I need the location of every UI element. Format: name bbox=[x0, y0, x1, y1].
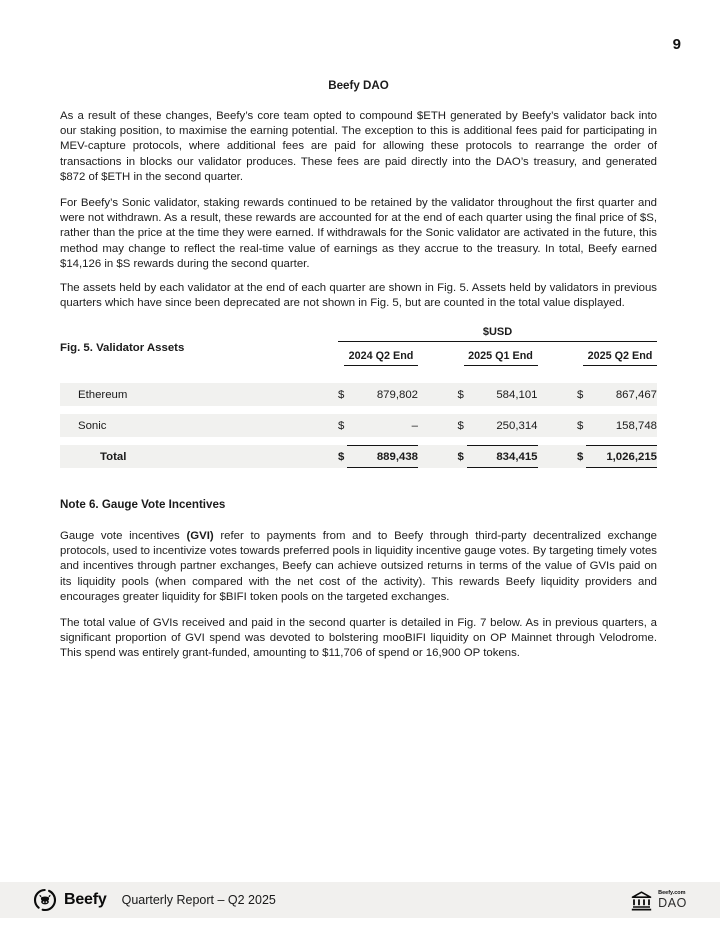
validator-assets-table bbox=[60, 324, 657, 476]
currency-symbol: $ bbox=[577, 419, 584, 432]
cell-value: 867,467 bbox=[615, 388, 657, 401]
column-header-label: 2025 Q2 End bbox=[583, 350, 657, 366]
table-cell bbox=[458, 445, 538, 468]
cell-value: 1,026,215 bbox=[586, 445, 657, 468]
gvi-abbreviation: (GVI) bbox=[186, 530, 214, 542]
table-cell bbox=[338, 445, 418, 468]
cell-value: 250,314 bbox=[496, 419, 538, 432]
beefy-cow-logo-icon bbox=[33, 888, 57, 912]
cell-value: 879,802 bbox=[376, 388, 418, 401]
cell-value: – bbox=[411, 419, 418, 432]
table-header-area bbox=[338, 326, 657, 366]
paragraph-gvi-q2-summary: The total value of GVIs received and paid in the second quarter is detailed in Fig. 7 below. As in previous quarters, a significant proportion of GVI spend was devoted to bolstering mooBIFI liquidity on OP Mainnet through Velodrome. This spend was entirely grant-funded, amounting to $11,706 of spend or 16,900 OP tokens. bbox=[60, 617, 657, 660]
cell-value: 889,438 bbox=[347, 445, 418, 468]
table-cell bbox=[458, 414, 538, 437]
table-cell bbox=[577, 383, 657, 406]
footer-report-title: Quarterly Report – Q2 2025 bbox=[121, 893, 276, 907]
note6-heading: Note 6. Gauge Vote Incentives bbox=[60, 498, 226, 511]
currency-symbol: $ bbox=[457, 450, 464, 463]
currency-symbol: $ bbox=[577, 388, 584, 401]
paragraph-sonic-validator: For Beefy’s Sonic validator, staking rewards continued to be retained by the validator throughout the first quarter and were not withdrawn. As a result, these rewards are accounted for at the end of each quarter using the final price of $S, rather than the price at the time they were earned. If withdrawals for the Sonic validator are activated in the future, this method may change to reflect the real-time value of earnings as they accrue to the treasury. In total, Beefy earned $14,126 in $S rewards during the second quarter. bbox=[60, 197, 657, 270]
paragraph-eth-compounding: As a result of these changes, Beefy’s core team opted to compound $ETH generated by Beefy’s validator back into our staking position, to maximise the earning potential. The exception to this is additional fees paid for participating in MEV-capture protocols, where additional fees are paid for allowing these protocols to rearrange the order of transactions in blocks our validator produces. These fees are paid directly into the DAO’s treasury, and generated $872 of $ETH in the second quarter. bbox=[60, 110, 657, 183]
table-cell bbox=[577, 414, 657, 437]
currency-symbol: $ bbox=[457, 419, 464, 432]
dao-badge-label: DAO bbox=[658, 896, 687, 910]
cell-value: 584,101 bbox=[496, 388, 538, 401]
row-label: Sonic bbox=[78, 419, 107, 432]
table-rows bbox=[60, 383, 657, 476]
column-headers bbox=[338, 350, 657, 366]
currency-header: $USD bbox=[338, 326, 657, 342]
row-label: Ethereum bbox=[78, 388, 128, 401]
paragraph-gvi-definition bbox=[60, 529, 657, 605]
table-cell bbox=[577, 445, 657, 468]
dao-bank-icon bbox=[630, 890, 653, 911]
cell-value: 158,748 bbox=[615, 419, 657, 432]
currency-symbol: $ bbox=[338, 450, 345, 463]
gvi-text-post: refer to payments from and to Beefy through third-party decentralized exchange protocols, used to incentivize votes towards preferred pools in liquidity incentive gauge votes. By targeting timely votes and incentives through partner exchanges, Beefy can achieve outsized returns in terms of the value of GVIs paid on its liquidity pools (when compared with the net cost of the activity). This rewards Beefy liquidity providers and encourages greater liquidity for $BIFI token pools on the targeted exchanges. bbox=[60, 530, 657, 603]
currency-symbol: $ bbox=[577, 450, 584, 463]
currency-symbol: $ bbox=[457, 388, 464, 401]
column-header-label: 2025 Q1 End bbox=[464, 350, 538, 366]
table-cell bbox=[458, 383, 538, 406]
cell-value: 834,415 bbox=[467, 445, 538, 468]
dao-badge-url: Beefy.com bbox=[658, 889, 686, 896]
column-header bbox=[458, 350, 538, 366]
table-row-total bbox=[60, 445, 657, 468]
gvi-text-pre: Gauge vote incentives bbox=[60, 530, 187, 542]
page-footer bbox=[0, 882, 720, 918]
column-header bbox=[577, 350, 657, 366]
table-cell bbox=[338, 383, 418, 406]
row-label: Total bbox=[100, 450, 127, 463]
figure-label: Fig. 5. Validator Assets bbox=[60, 342, 185, 354]
dao-badge bbox=[658, 891, 687, 910]
page-title: Beefy DAO bbox=[328, 79, 389, 92]
currency-symbol: $ bbox=[338, 388, 345, 401]
paragraph-fig5-intro: The assets held by each validator at the end of each quarter are shown in Fig. 5. Assets held by validators in previous quarters which have since been deprecated are not shown in Fig. 5, but are counted in the total value displayed. bbox=[60, 282, 657, 310]
table-row-ethereum bbox=[60, 383, 657, 406]
table-row-sonic bbox=[60, 414, 657, 437]
currency-symbol: $ bbox=[338, 419, 345, 432]
column-header-label: 2024 Q2 End bbox=[344, 350, 418, 366]
column-header bbox=[338, 350, 418, 366]
page-number: 9 bbox=[672, 36, 681, 53]
footer-brand: Beefy bbox=[64, 891, 107, 908]
table-cell bbox=[338, 414, 418, 437]
